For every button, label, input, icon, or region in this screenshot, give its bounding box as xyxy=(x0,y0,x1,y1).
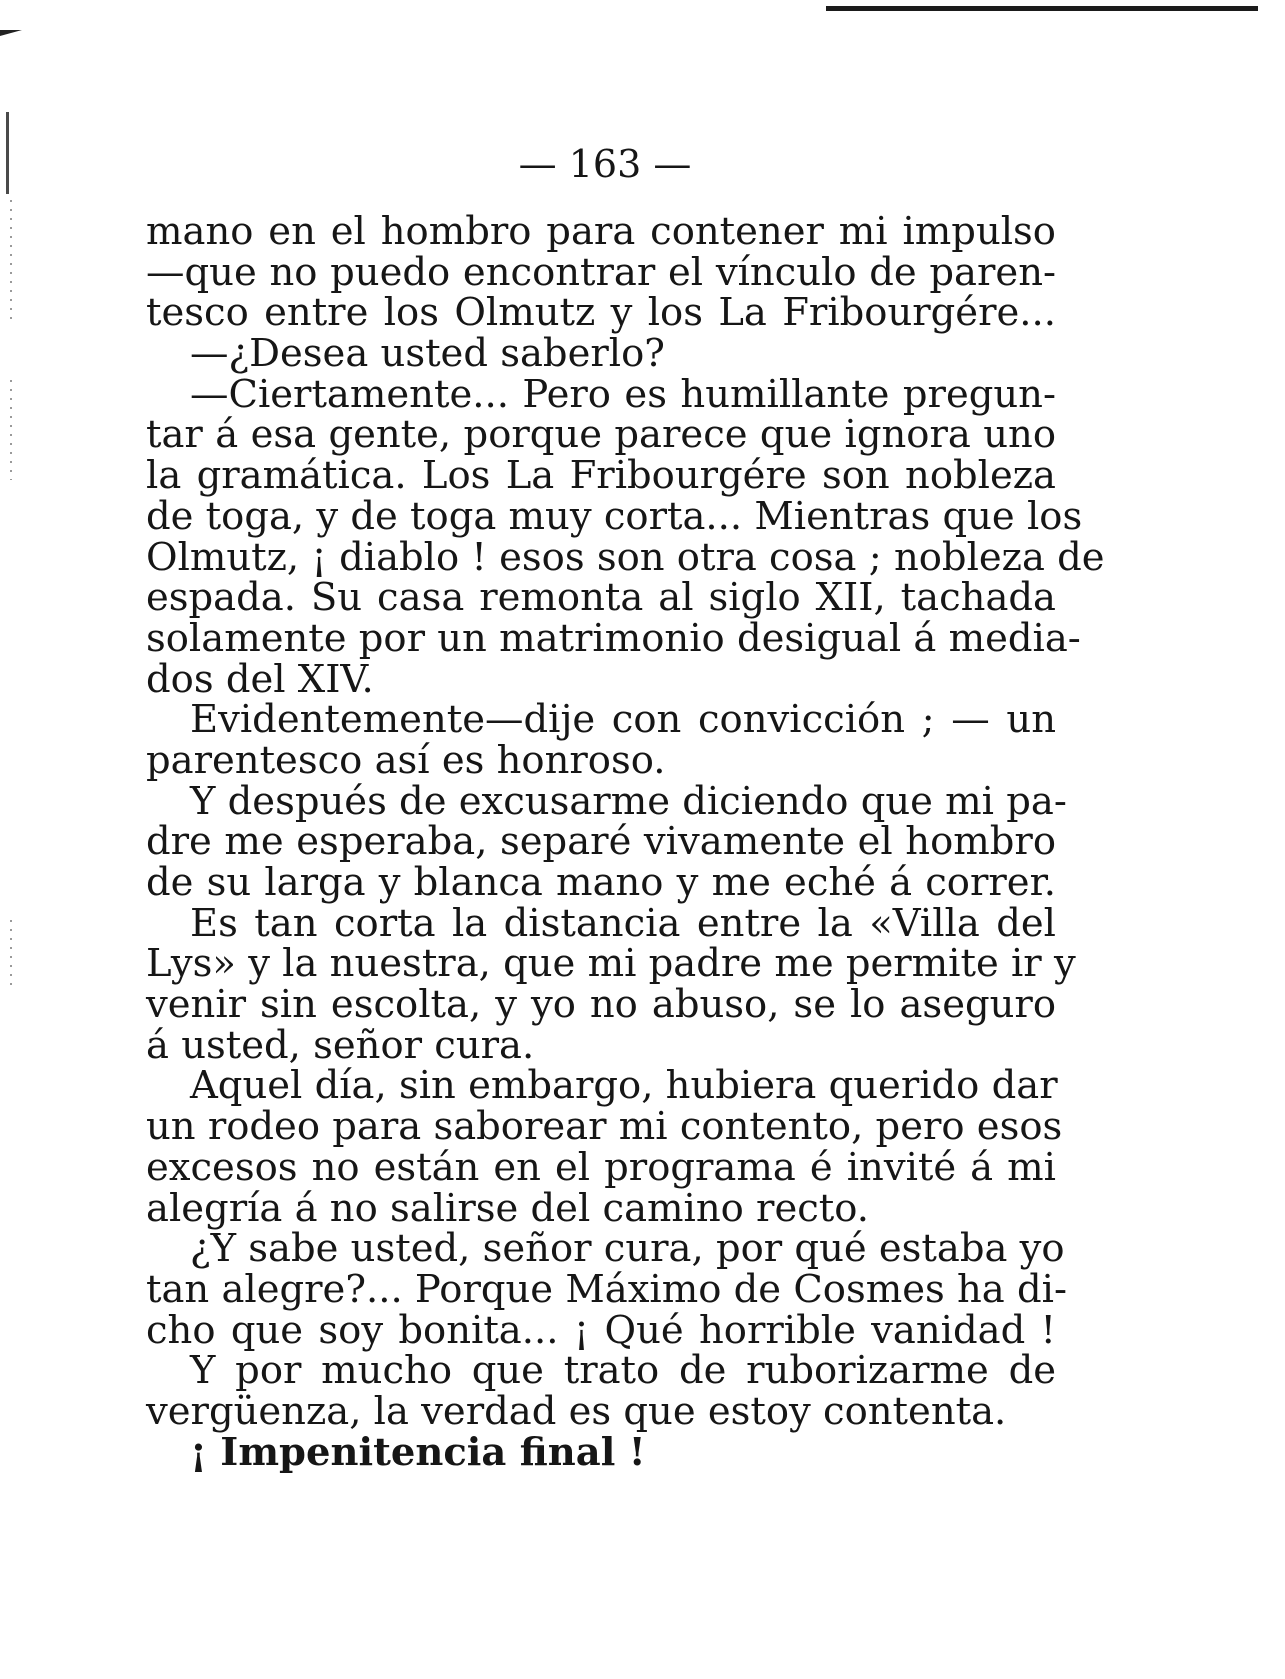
text-line: dos del XIV. xyxy=(146,656,374,702)
text-line: Y por mucho que trato de ruborizarme de xyxy=(190,1348,1056,1394)
text-line: tar á esa gente, porque parece que ignora uno xyxy=(146,412,1056,458)
text-line: vergüenza, la verdad es que estoy contenta. xyxy=(146,1388,1007,1434)
text-line: solamente por un matrimonio desigual á media- xyxy=(146,615,1081,661)
text-line: dre me esperaba, separé vivamente el hombro xyxy=(146,819,1056,865)
page-number: — 163 — xyxy=(518,142,692,186)
text-line: venir sin escolta, y yo no abuso, se lo aseguro xyxy=(146,982,1056,1028)
text-line: —¿Desea usted saberlo? xyxy=(190,331,665,377)
text-line: espada. Su casa remonta al siglo XII, tachada xyxy=(146,575,1056,621)
text-line: de toga, y de toga muy corta... Mientras que los xyxy=(146,493,1083,539)
top-border-rule xyxy=(826,6,1258,11)
text-line: ¿Y sabe usted, señor cura, por qué estaba yo xyxy=(190,1226,1065,1272)
scan-margin-specks xyxy=(10,920,12,990)
text-line: Evidentemente—dije con convicción ; — un xyxy=(190,697,1056,743)
text-line: —que no puedo encontrar el vínculo de paren- xyxy=(146,249,1056,295)
text-line: Y después de excusarme diciendo que mi pa- xyxy=(190,778,1067,824)
text-line: Olmutz, ¡ diablo ! esos son otra cosa ; nobleza de xyxy=(146,534,1105,580)
text-line: tesco entre los Olmutz y los La Fribourgére... xyxy=(146,290,1056,336)
text-line: mano en el hombro para contener mi impulso xyxy=(146,209,1056,254)
text-line: la gramática. Los La Fribourgére son nobleza xyxy=(146,453,1056,499)
text-line: ¡ Impenitencia final ! xyxy=(190,1429,646,1475)
text-line: Es tan corta la distancia entre la «Villa del xyxy=(190,900,1056,946)
scan-margin-specks xyxy=(10,380,12,480)
text-line: Aquel día, sin embargo, hubiera querido dar xyxy=(190,1063,1058,1109)
text-line: —Ciertamente... Pero es humillante pregun- xyxy=(190,371,1056,417)
text-line: alegría á no salirse del camino recto. xyxy=(146,1185,870,1231)
text-line: parentesco así es honroso. xyxy=(146,737,666,783)
text-line: tan alegre?... Porque Máximo de Cosmes ha di- xyxy=(146,1266,1067,1312)
text-line: cho que soy bonita... ¡ Qué horrible vanidad ! xyxy=(146,1307,1056,1353)
scan-corner-mark xyxy=(0,30,22,36)
text-line: de su larga y blanca mano y me eché á correr. xyxy=(146,860,1056,905)
text-line: un rodeo para saborear mi contento, pero esos xyxy=(146,1104,1063,1150)
text-line: Lys» y la nuestra, que mi padre me permite ir y xyxy=(146,941,1076,987)
text-line: excesos no están en el programa é invité á mi xyxy=(146,1144,1056,1190)
text-line: á usted, señor cura. xyxy=(146,1022,535,1068)
body-text xyxy=(146,209,1105,1475)
scan-margin-specks xyxy=(10,200,12,320)
